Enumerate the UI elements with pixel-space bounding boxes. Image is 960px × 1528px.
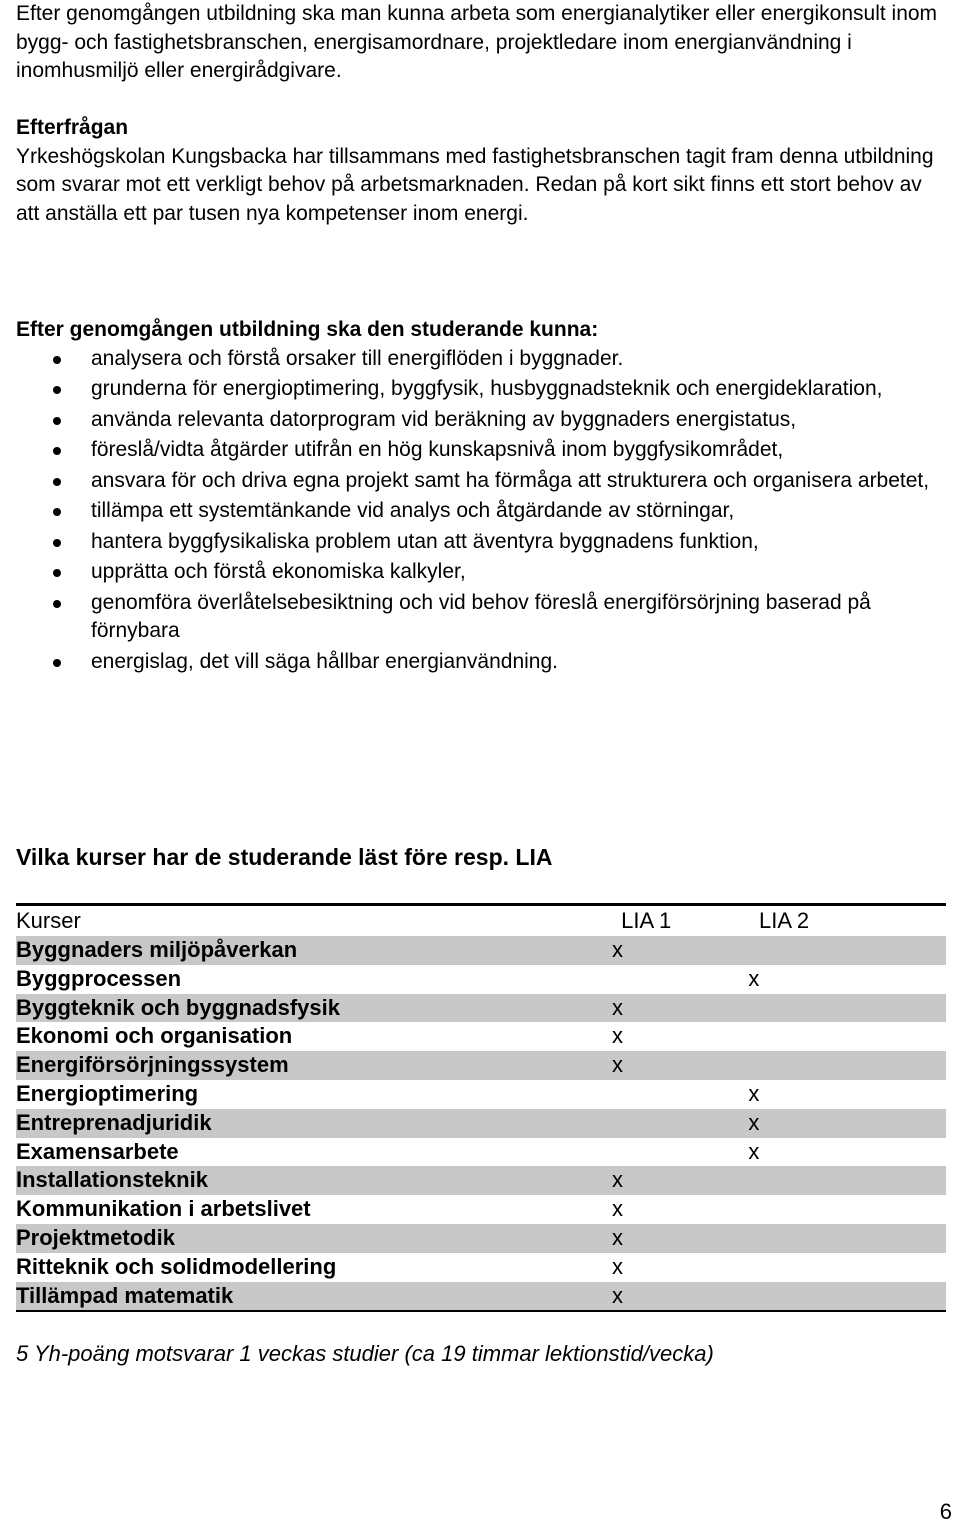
lia1-mark: x [572,1282,720,1312]
list-item [16,528,946,557]
course-name: Installationsteknik [16,1166,572,1195]
list-item-text: tillämpa ett systemtänkande vid analys och åtgärdande av störningar, [91,499,735,522]
list-item [16,436,946,465]
lia1-mark: x [572,1224,720,1253]
course-name: Entreprenadjuridik [16,1109,572,1138]
course-name: Kommunikation i arbetslivet [16,1196,311,1222]
lia1-mark: x [572,1051,720,1080]
bullet-icon [53,569,61,577]
lia2-mark [720,1253,847,1282]
list-item [16,345,946,374]
courses-table [16,903,946,1312]
list-item-text: analysera och förstå orsaker till energiflöden i byggnader. [91,346,624,370]
lia2-mark: x [720,1109,847,1138]
course-name: Byggteknik och byggnadsfysik [16,994,572,1023]
table-row [16,1138,946,1167]
bullet-icon [53,386,61,394]
table-row [16,1253,946,1282]
course-name: Ekonomi och organisation [16,1023,293,1049]
lia2-mark [720,1022,847,1051]
lia2-mark [720,1224,847,1253]
bullet-icon [53,447,61,455]
row-spacer [848,994,946,1023]
page-number: 6 [939,1499,952,1524]
list-item-text: energislag, det vill säga hållbar energianvändning. [91,649,558,673]
bullet-icon [53,508,61,516]
lia1-mark: x [612,1196,624,1222]
outcomes-heading: Efter genomgången utbildning ska den studerande kunna: [16,318,599,341]
lia1-mark: x [572,994,720,1023]
table-row [16,1109,946,1138]
bullet-icon [53,600,61,608]
lia2-mark: x [748,1138,760,1164]
lia1-mark: x [572,936,720,965]
table-row [16,1166,946,1195]
table-row [16,1051,946,1080]
bullet-icon [53,659,61,667]
row-spacer [848,1080,946,1109]
demand-section [16,114,946,228]
row-spacer [848,1109,946,1138]
list-item-text: upprätta och förstå ekonomiska kalkyler, [91,560,466,583]
header-lia2: LIA 2 [720,905,847,937]
lia2-mark [720,936,847,965]
list-item-text: föreslå/vidta åtgärder utifrån en hög kunskapsnivå inom byggfysikområdet, [91,438,784,461]
row-spacer [848,1224,946,1253]
header-course: Kurser [16,905,572,937]
demand-paragraph: Yrkeshögskolan Kungsbacka har tillsammans med fastighetsbranschen tagit fram denna utbildning som svarar mot ett verkligt behov på arbetsmarknaden. Redan på kort sikt finns ett stort behov av att anställa ett par tusen nya kompetenser inom energi. [16,144,934,225]
lia1-mark [572,1080,720,1109]
table-row [16,936,946,965]
lia1-mark [572,965,720,994]
lia2-mark [720,994,847,1023]
header-lia1: LIA 1 [572,905,720,937]
lia2-mark: x [748,965,760,991]
bullet-icon [53,417,61,425]
course-name: Energiförsörjningssystem [16,1051,572,1080]
footnote: 5 Yh-poäng motsvarar 1 veckas studier (ca 19 timmar lektionstid/vecka) [16,1341,714,1366]
list-item [16,406,946,435]
course-name: Ritteknik och solidmodellering [16,1253,337,1279]
table-row [16,1080,946,1109]
header-spacer [848,905,946,937]
table-row [16,1282,946,1312]
bullet-icon [53,356,61,364]
list-item [16,375,946,404]
course-name: Byggnaders miljöpåverkan [16,936,572,965]
row-spacer [848,1195,946,1224]
table-header-row [16,905,946,937]
table-row [16,965,946,994]
lia1-mark: x [572,1166,720,1195]
row-spacer [848,1022,946,1051]
row-spacer [848,1051,946,1080]
bullet-icon [53,478,61,486]
list-item [16,467,946,496]
intro-paragraph: Efter genomgången utbildning ska man kunna arbeta som energianalytiker eller energikonsult inom bygg- och fastighetsbranschen, energisamordnare, projektledare inom energianvändning i inomhusmiljö eller energirådgivare. [16,2,938,82]
list-item-text: ansvara för och driva egna projekt samt ha förmåga att strukturera och organisera arbetet, [91,468,930,492]
lia2-mark [720,1282,847,1312]
row-spacer [848,965,946,994]
courses-title: Vilka kurser har de studerande läst före resp. LIA [16,844,553,870]
outcomes-list [16,345,946,677]
table-row [16,1022,946,1051]
lia2-mark: x [748,1080,760,1106]
lia1-mark [572,1109,720,1138]
table-row [16,1195,946,1224]
course-name: Byggprocessen [16,965,182,991]
table-row [16,994,946,1023]
bullet-icon [53,539,61,547]
row-spacer [848,1253,946,1282]
lia2-mark [720,1195,847,1224]
course-name: Projektmetodik [16,1224,572,1253]
list-item-text: grunderna för energioptimering, byggfysik, husbyggnadsteknik och energideklaration, [91,377,883,400]
row-spacer [848,1282,946,1312]
course-name: Tillämpad matematik [16,1282,572,1312]
lia2-mark [720,1051,847,1080]
list-item-text: genomföra överlåtelsebesiktning och vid behov föreslå energiförsörjning baserad på förnybara [91,590,871,642]
course-name: Examensarbete [16,1138,179,1164]
list-item-text: använda relevanta datorprogram vid beräkning av byggnaders energistatus, [91,407,797,431]
row-spacer [848,1138,946,1167]
list-item-text: hantera byggfysikaliska problem utan att äventyra byggnadens funktion, [91,529,759,553]
list-item [16,558,946,587]
lia1-mark [572,1138,720,1167]
row-spacer [848,936,946,965]
list-item [16,648,946,677]
list-item [16,497,946,526]
lia1-mark: x [612,1253,624,1279]
list-item [16,589,946,646]
table-row [16,1224,946,1253]
demand-heading: Efterfrågan [16,116,129,139]
row-spacer [848,1166,946,1195]
course-name: Energioptimering [16,1080,199,1106]
learning-outcomes-section [16,316,946,678]
lia1-mark: x [612,1023,624,1049]
lia2-mark [720,1166,847,1195]
